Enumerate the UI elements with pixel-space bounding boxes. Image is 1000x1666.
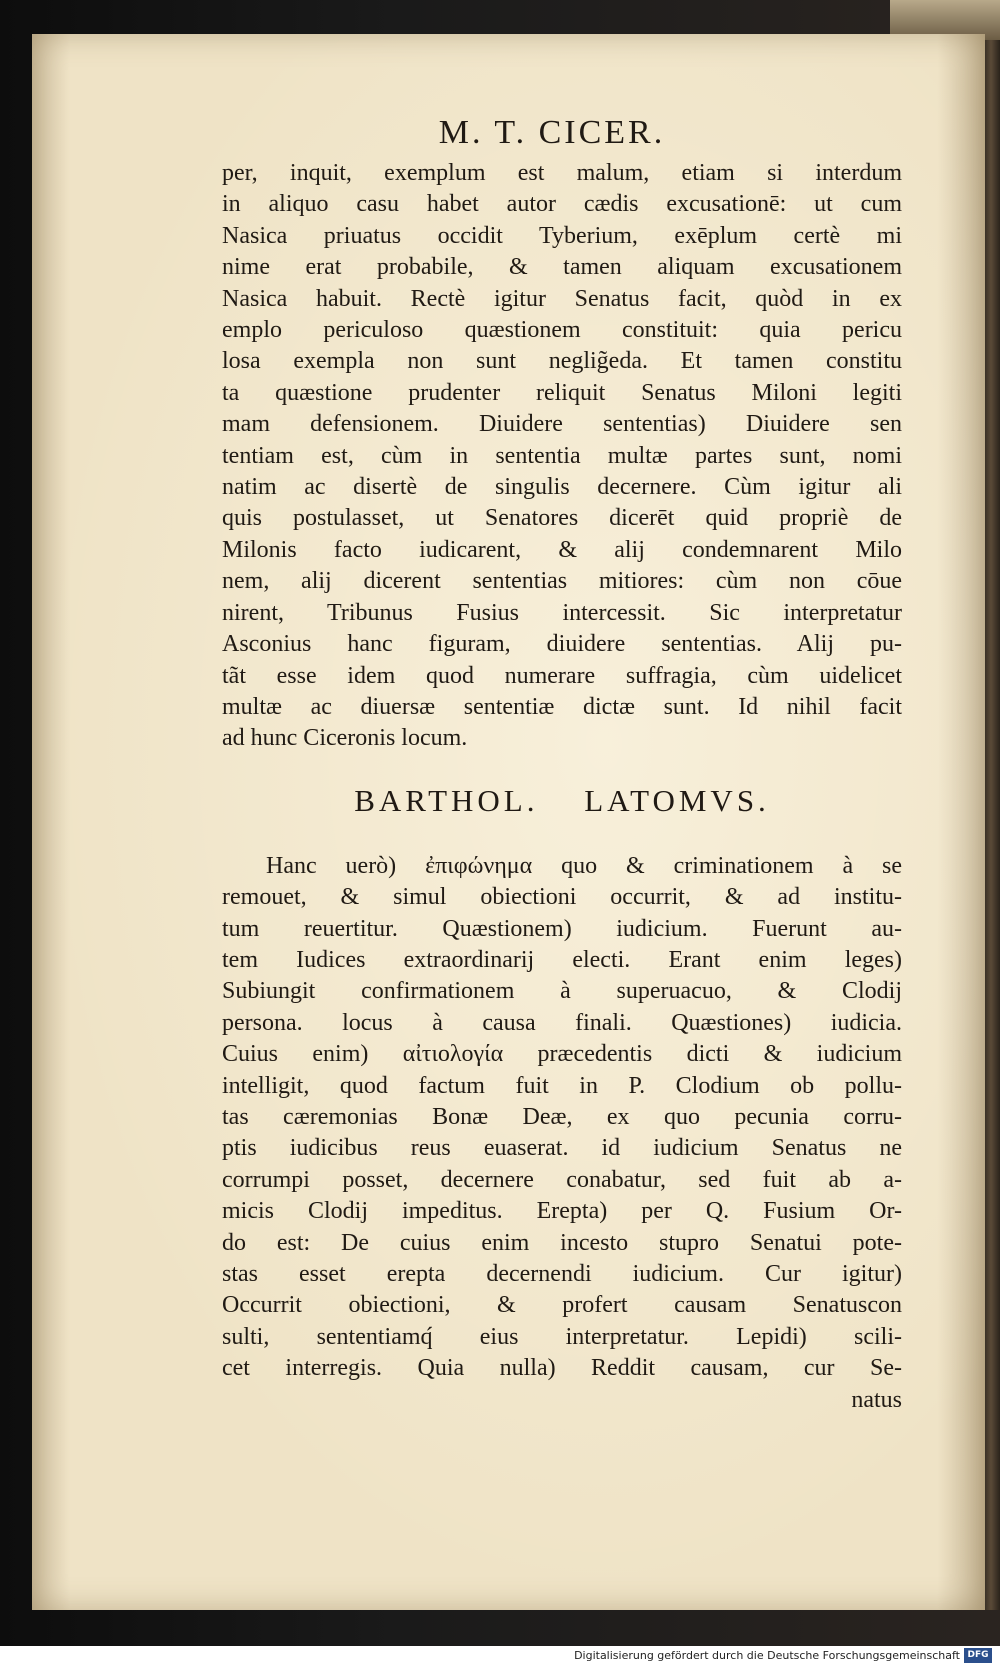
text-line: persona. locus à causa finali. Quæstiones) iudicia. — [222, 1009, 902, 1036]
text-line: Occurrit obiectioni, & profert causam Senatuscon — [222, 1292, 902, 1319]
text-line: Milonis facto iudicarent, & alij condemnarent Milo — [222, 536, 902, 563]
page-edge — [985, 40, 1000, 1610]
text-line: Subiungit confirmationem à superuacuo, & Clodij — [222, 978, 902, 1005]
text-line: ta quæstione prudenter reliquit Senatus Miloni legiti — [222, 379, 902, 406]
digitization-footer — [0, 1646, 1000, 1666]
text-line: remouet, & simul obiectioni occurrit, & ad institu- — [222, 884, 902, 911]
text-line: nime erat probabile, & tamen aliquam excusationem — [222, 254, 902, 281]
text-line: micis Clodij impeditus. Erepta) per Q. Fusium Or- — [222, 1198, 902, 1225]
text-line: tas cæremonias Bonæ Deæ, ex quo pecunia corru- — [222, 1103, 902, 1130]
text-line: tem Iudices extraordinarij electi. Erant enim leges) — [222, 946, 902, 973]
text-line: cet interregis. Quia nulla) Reddit causam, cur Se- — [222, 1355, 902, 1382]
paragraph-latomus — [222, 851, 902, 1416]
text-line: Asconius hanc figuram, diuidere sententias. Alij pu- — [222, 631, 902, 658]
text-line: sulti, sententiamq́ eius interpretatur. Lepidi) scili- — [222, 1323, 902, 1350]
text-line: corrumpi posset, decernere conabatur, sed fuit ab a- — [222, 1166, 902, 1193]
text-line: nirent, Tribunus Fusius intercessit. Sic interpretatur — [222, 599, 902, 626]
text-line: intelligit, quod factum fuit in P. Clodium ob pollu- — [222, 1072, 902, 1099]
text-line: Nasica priuatus occidit Tyberium, exēplum certè mi — [222, 222, 902, 249]
catchword: natus — [851, 1386, 902, 1413]
text-line: Nasica habuit. Rectè igitur Senatus facit, quòd in ex — [222, 285, 902, 312]
section-heading: BARTHOL. LATOMVS. — [354, 782, 770, 818]
text-line: multæ ac diuersæ sententiæ dictæ sunt. Id nihil facit — [222, 693, 902, 720]
text-line: tãt esse idem quod numerare suffragia, cùm uidelicet — [222, 662, 902, 689]
text-line: tentiam est, cùm in sententia multæ partes sunt, nomi — [222, 442, 902, 469]
text-line: emplo periculoso quæstionem constituit: quia pericu — [222, 317, 902, 344]
text-line: per, inquit, exemplum est malum, etiam si interdum — [222, 160, 902, 186]
text-line: tum reuertitur. Quæstionem) iudicium. Fuerunt au- — [222, 915, 902, 942]
running-head: M. T. CICER. — [438, 114, 666, 151]
text-line: do est: De cuius enim incesto stupro Senatui pote- — [222, 1229, 902, 1256]
text-line: losa exempla non sunt neglig̃eda. Et tamen constitu — [222, 348, 902, 375]
text-line: nem, alij dicerent sententias mitiores: cùm non cōue — [222, 568, 902, 595]
text-line: quis postulasset, ut Senatores dicerēt quid propriè de — [222, 505, 902, 532]
paragraph-commentary — [222, 158, 902, 755]
text-line: Hanc uerò) ἐπιφώνημα quo & criminationem à se — [266, 852, 902, 879]
text-line: stas esset erepta decernendi iudicium. Cur igitur) — [222, 1261, 902, 1287]
page-text-block — [222, 108, 902, 1416]
text-line: mam defensionem. Diuidere sententias) Diuidere sen — [222, 411, 902, 438]
text-line: ad hunc Ciceronis locum. — [222, 725, 468, 752]
text-line: Cuius enim) αἰτιολογία præcedentis dicti & iudicium — [222, 1041, 902, 1068]
text-line: natim ac disertè de singulis decernere. Cùm igitur ali — [222, 474, 902, 501]
footer-credit: Digitalisierung gefördert durch die Deutsche Forschungsgemeinschaft — [574, 1649, 960, 1662]
dfg-logo-icon: DFG — [964, 1648, 992, 1663]
text-line: in aliquo casu habet autor cædis excusationē: ut cum — [222, 191, 902, 218]
text-line: ptis iudicibus reus euaserat. id iudicium Senatus ne — [222, 1135, 902, 1162]
